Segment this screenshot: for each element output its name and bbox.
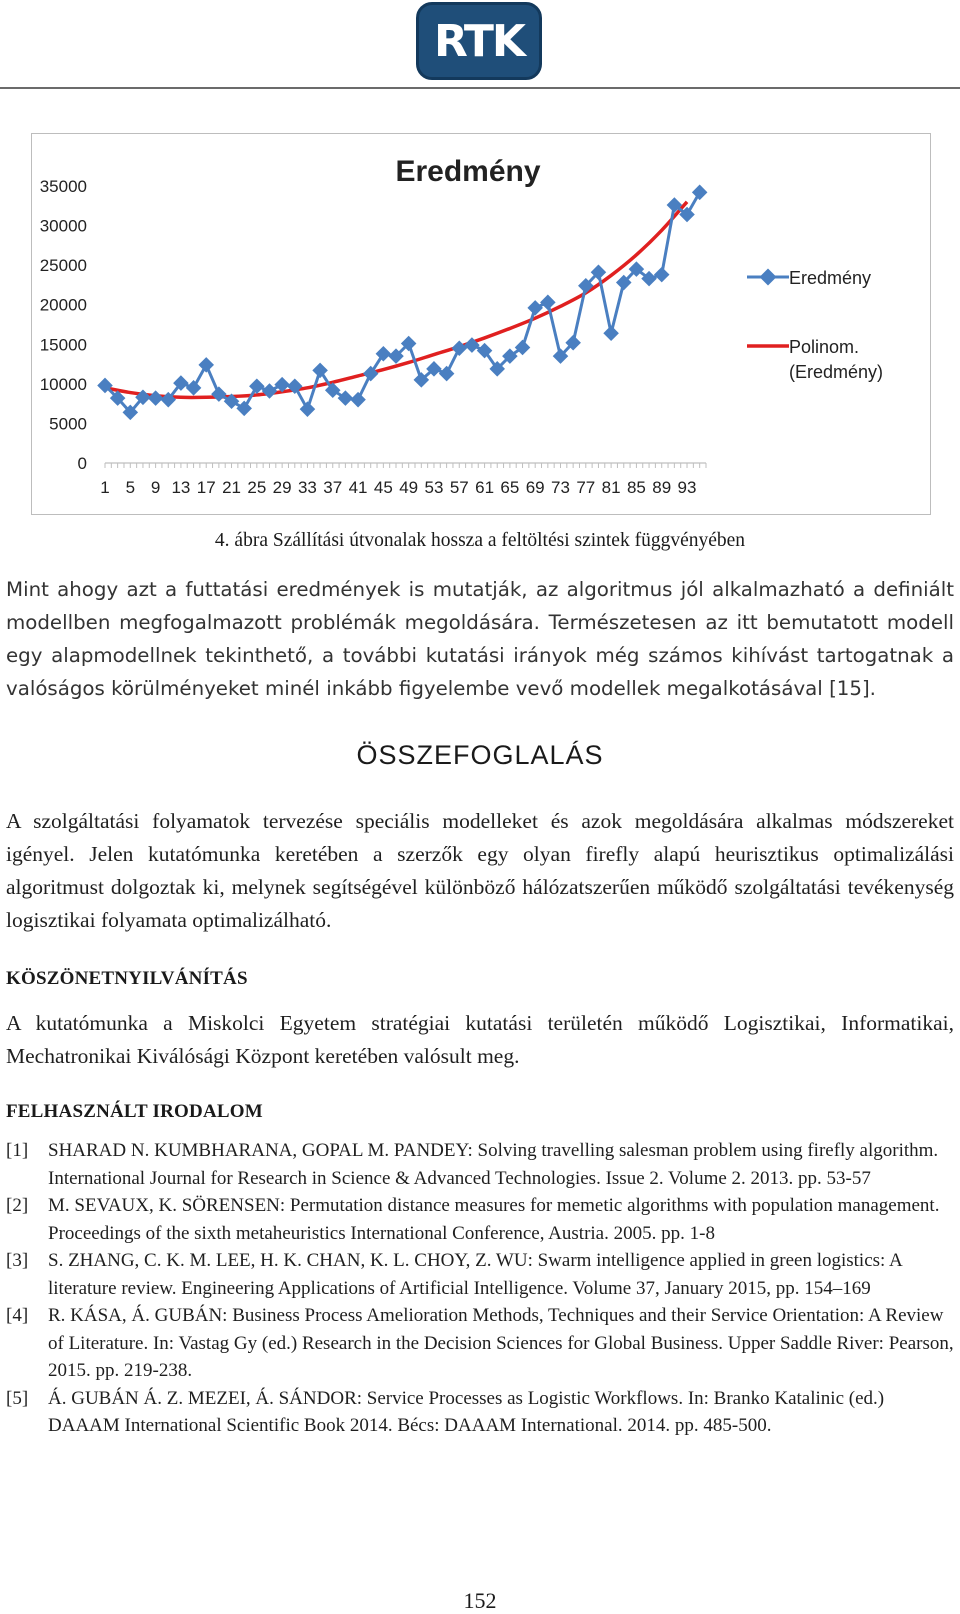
data-point: [451, 340, 467, 356]
y-tick-label: 5000: [49, 414, 87, 434]
y-tick-label: 0: [77, 454, 87, 473]
data-point: [236, 401, 252, 417]
series-line: [105, 192, 700, 412]
journal-logo: [416, 2, 542, 80]
x-tick-label: 65: [500, 478, 520, 497]
data-point: [363, 366, 379, 382]
x-tick-label: 61: [475, 478, 495, 497]
legend-label-series-2-line1: Polinom.: [789, 337, 860, 357]
x-axis: [100, 463, 706, 497]
x-tick-label: 49: [399, 478, 419, 497]
reference-item: [6, 1137, 954, 1192]
x-tick-label: 25: [247, 478, 267, 497]
reference-text: SHARAD N. KUMBHARANA, GOPAL M. PANDEY: Solving travelling salesman problem using firefly algorithm. International Journal for Research in Science & Advanced Technologies. Issue 2. Volume 2. 2013. pp. 53-57: [48, 1140, 939, 1189]
data-point: [198, 357, 214, 373]
x-tick-label: 5: [125, 478, 136, 497]
x-tick-label: 77: [576, 478, 596, 497]
x-tick-label: 81: [601, 478, 621, 497]
x-tick-label: 73: [551, 478, 570, 497]
reference-number: [4]: [6, 1305, 29, 1326]
data-point: [300, 401, 316, 417]
x-tick-label: 29: [272, 478, 292, 497]
x-tick-label: 85: [626, 478, 646, 497]
x-tick-label: 13: [171, 478, 191, 497]
x-tick-label: 57: [449, 478, 469, 497]
data-point: [148, 390, 164, 406]
reference-item: [6, 1192, 954, 1247]
y-tick-label: 20000: [39, 295, 87, 315]
legend-diamond-series-1: [760, 269, 777, 286]
y-tick-label: 15000: [39, 335, 87, 355]
chart-legend: [747, 268, 883, 382]
y-tick-label: 25000: [39, 256, 87, 276]
x-tick-label: 33: [297, 478, 317, 497]
page-number: 152: [463, 1588, 497, 1613]
x-tick-label: 37: [323, 478, 343, 497]
x-tick-label: 45: [373, 478, 393, 497]
chart-svg: [32, 134, 932, 516]
x-tick-label: 41: [348, 478, 368, 497]
data-point: [249, 378, 265, 394]
data-point: [692, 185, 708, 201]
y-tick-label: 30000: [39, 216, 87, 236]
x-tick-label: 21: [222, 478, 241, 497]
x-tick-label: 1: [100, 478, 110, 497]
series-layer: [97, 185, 707, 421]
heading-acknowledgement: KÖSZÖNETNYILVÁNÍTÁS: [6, 968, 248, 989]
figure-caption: 4. ábra Szállítási útvonalak hossza a feltöltési szintek függvényében: [214, 530, 746, 551]
header-rule: [0, 87, 960, 89]
x-tick-label: 9: [150, 478, 161, 497]
reference-number: [5]: [6, 1387, 29, 1409]
reference-number: [2]: [6, 1195, 29, 1216]
data-point: [654, 267, 670, 283]
data-point: [312, 363, 328, 379]
reference-text: R. KÁSA, Á. GUBÁN: Business Process Amelioration Methods, Techniques and their Service Orientation: A Review of Literature. In: Vastag Gy (ed.) Research in the Decision Sciences for Global Business. Upper Saddle River: Pearson, 2015. pp. 219-238.: [48, 1305, 954, 1381]
data-point: [262, 383, 278, 399]
data-point: [603, 325, 619, 341]
reference-item: [6, 1247, 954, 1302]
data-point: [439, 366, 455, 382]
data-point: [186, 380, 202, 396]
paragraph-results: Mint ahogy azt a futtatási eredmények is mutatják, az algoritmus jól alkalmazható a definiált modellben megfogalmazott problémák megoldására. Természetesen az itt bemutatott modell egy alapmodellnek tekinthető, a további kutatási irányok még számos kihívást tartogatnak a valóságos körülményeket minél inkább figyelembe vevő modellek megalkotásával [15].: [6, 578, 954, 700]
x-tick-label: 53: [424, 478, 444, 497]
x-tick-label: 17: [196, 478, 216, 497]
reference-item: [6, 1302, 954, 1385]
reference-item: [6, 1385, 954, 1440]
paragraph-summary: A szolgáltatási folyamatok tervezése speciális modelleket és azok megoldására alkalmas módszereket igényel. Jelen kutatómunka keretében a szerzők egy olyan firefly alapú heurisztikus optimalizálási algoritmust dolgoztak ki, melynek segítségével különböző hálózatszerűen működő szolgáltatási tevékenység logisztikai folyamata optimalizálható.: [6, 809, 954, 932]
reference-text: Á. GUBÁN Á. Z. MEZEI, Á. SÁNDOR: Service Processes as Logistic Workflows. In: Branko Katalinic (ed.) DAAAM International Scientific Book 2014. Bécs: DAAAM International. 2014. pp. 485-500.: [48, 1387, 885, 1436]
reference-text: S. ZHANG, C. K. M. LEE, H. K. CHAN, K. L. CHOY, Z. WU: Swarm intelligence applied in green logistics: A literature review. Engineering Applications of Artificial Intelligence. Volume 37, January 2015, pp. 154–169: [48, 1250, 902, 1299]
legend-label-series-2: [789, 337, 883, 382]
heading-summary: ÖSSZEFOGLALÁS: [356, 740, 604, 770]
y-axis: [40, 177, 87, 473]
x-tick-label: 93: [677, 478, 697, 497]
heading-references: FELHASZNÁLT IRODALOM: [6, 1101, 263, 1122]
data-point: [350, 392, 366, 408]
x-tick-label: 69: [525, 478, 545, 497]
trendline: [105, 202, 687, 398]
data-point: [376, 346, 392, 362]
reference-text: M. SEVAUX, K. SÖRENSEN: Permutation distance measures for memetic algorithms with population management. Proceedings of the sixth metaheuristics International Conference, Austria. 2005. pp. 1-8: [48, 1195, 940, 1244]
results-chart: [31, 133, 931, 515]
data-point: [211, 386, 227, 402]
x-tick-label: 89: [652, 478, 672, 497]
legend-label-series-1: Eredmény: [789, 268, 872, 288]
y-tick-label: 35000: [39, 177, 87, 196]
chart-title: Eredmény: [395, 155, 541, 188]
y-tick-label: 10000: [39, 374, 87, 394]
reference-list: [6, 1137, 954, 1440]
data-point: [338, 390, 354, 406]
reference-number: [1]: [6, 1140, 29, 1161]
logo-text: RTK: [433, 15, 524, 67]
reference-number: [3]: [6, 1250, 29, 1271]
legend-label-series-2-line2: (Eredmény): [789, 362, 884, 382]
paragraph-acknowledgement: A kutatómunka a Miskolci Egyetem stratégiai kutatási területén működő Logisztikai, Informatikai, Mechatronikai Kiválósági Központ keretében valósult meg.: [6, 1011, 954, 1068]
